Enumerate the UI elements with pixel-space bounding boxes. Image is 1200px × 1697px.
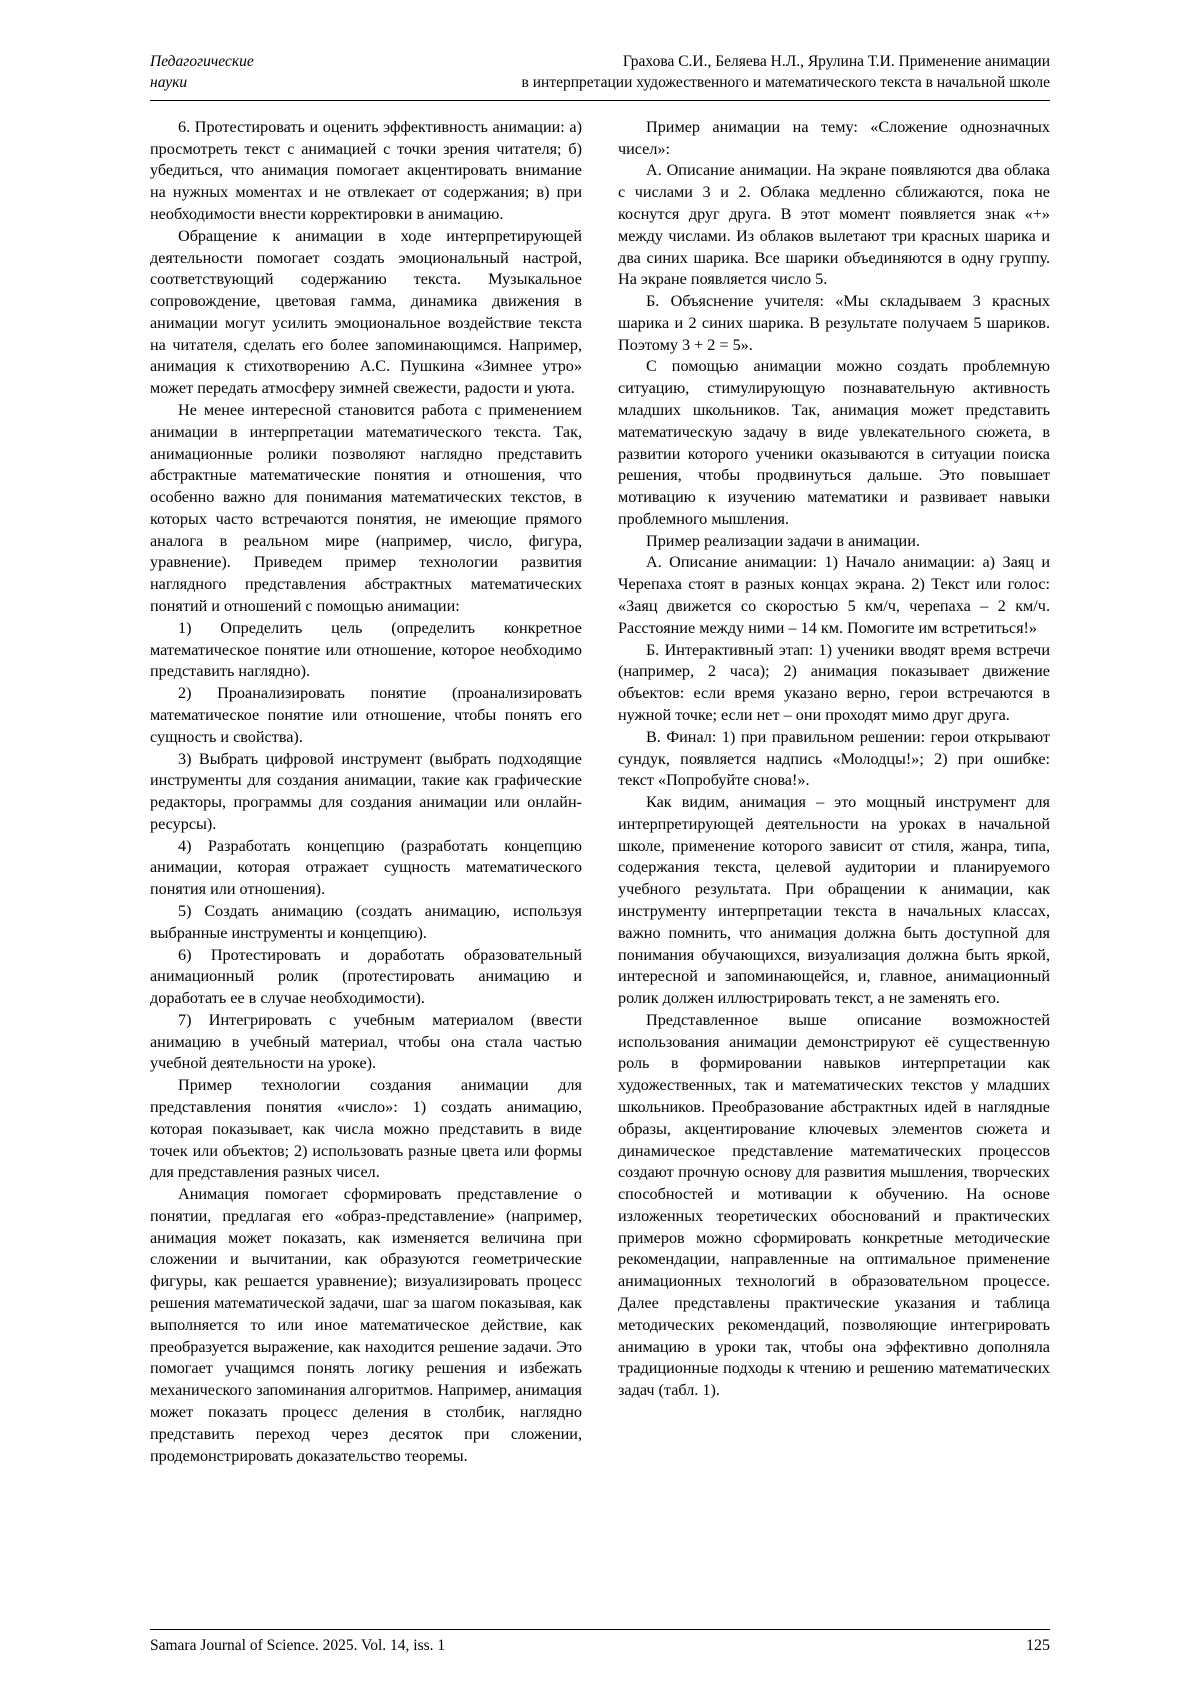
- two-column-body: [150, 117, 1050, 1467]
- paragraph: 7) Интегрировать с учебным материалом (ввести анимацию в учебный материал, чтобы она стала частью учебной деятельности на уроке).: [150, 1010, 582, 1073]
- paragraph: С помощью анимации можно создать проблемную ситуацию, стимулирующую познавательную активность младших школьников. Так, анимация может представить математическую задачу в виде увлекательного сюжета, в развитии которого ученики оказываются в ситуации поиска решения, чтобы продвинуться дальше. Это повышает мотивацию к изучению математики и развивает навыки проблемного мышления.: [618, 357, 1050, 528]
- paragraph: 1) Определить цель (определить конкретное математическое понятие или отношение, которое необходимо представить наглядно).: [150, 618, 582, 681]
- paragraph: Не менее интересной становится работа с применением анимации в интерпретации математического текста. Так, анимационные ролики позволяют наглядно представить абстрактные математические понятия и отношения, что особенно важно для понимания математических текстов, в которых часто встречаются понятия, не имеющие прямого аналога в реальном мире (например, число, фигура, уравнение). Приведем пример технологии развития наглядного представления абстрактных математических понятий и отношений с помощью анимации:: [150, 401, 582, 616]
- paragraph: 6) Протестировать и доработать образовательный анимационный ролик (протестировать анимацию и доработать ее в случае необходимости).: [150, 945, 582, 1008]
- running-head-article-line-1: Грахова С.И., Беляева Н.Л., Ярулина Т.И. Применение анимации: [622, 53, 1050, 70]
- journal-citation: Samara Journal of Science. 2025. Vol. 14, iss. 1: [150, 1637, 446, 1654]
- running-head: [150, 52, 1050, 101]
- paragraph: А. Описание анимации: 1) Начало анимации: а) Заяц и Черепаха стоят в разных концах экрана. 2) Текст или голос: «Заяц движется со скоростью 5 км/ч, черепаха – 2 км/ч. Расстояние между ними – 14 км. Помогите им встретиться!»: [618, 553, 1050, 637]
- paragraph: Пример технологии создания анимации для представления понятия «число»: 1) создать анимацию, которая показывает, как числа можно представить в виде точек или объектов; 2) использовать разные цвета или формы для представления разных чисел.: [150, 1076, 582, 1182]
- paragraph: А. Описание анимации. На экране появляются два облака с числами 3 и 2. Облака медленно сближаются, пока не коснутся друг друга. В этот момент появляется знак «+» между числами. Из облаков вылетают три красных шарика и два синих шарика. Все шарики объединяются в одну группу. На экране появляется число 5.: [618, 161, 1050, 289]
- paragraph: 5) Создать анимацию (создать анимацию, используя выбранные инструменты и концепцию).: [150, 901, 582, 942]
- paragraph: Пример анимации на тему: «Сложение однозначных чисел»:: [618, 117, 1050, 158]
- paragraph: 4) Разработать концепцию (разработать концепцию анимации, которая отражает сущность математического понятия или отношения).: [150, 836, 582, 899]
- paragraph: 2) Проанализировать понятие (проанализировать математическое понятие или отношение, чтобы понять его сущность и свойства).: [150, 684, 582, 746]
- paragraph: Пример реализации задачи в анимации.: [646, 531, 920, 550]
- page-footer: [150, 1629, 1050, 1655]
- paragraph: 6. Протестировать и оценить эффективность анимации: а) просмотреть текст с анимацией с точки зрения читателя; б) убедиться, что анимация помогает акцентировать внимание на нужных моментах и не отвлекает от содержания; в) при необходимости внести корректировки в анимацию.: [150, 117, 582, 223]
- paragraph: Как видим, анимация – это мощный инструмент для интерпретирующей деятельности на уроках в начальной школе, применение которого зависит от стиля, жанра, типа, содержания текста, целевой аудитории и планируемого учебного результата. При обращении к анимации, как инструменту интерпретации текста в начальных классах, важно помнить, что анимация должна быть доступной для понимания обучающихся, визуализация должна быть яркой, интересной и запоминающейся, и, главное, анимационный ролик должен иллюстрировать текст, а не заменять его.: [618, 793, 1050, 1008]
- paragraph: Обращение к анимации в ходе интерпретирующей деятельности помогает создать эмоциональный настрой, соответствующий содержанию текста. Музыкальное сопровождение, цветовая гамма, динамика движения в анимации могут усилить эмоциональное воздействие текста на читателя, сделать его более запоминающимся. Например, анимация к стихотворению А.С. Пушкина «Зимнее утро» может передать атмосферу зимней свежести, радости и уюта.: [150, 226, 582, 398]
- paragraph: Анимация помогает сформировать представление о понятии, предлагая его «образ-представление» (например, анимация может показать, как изменяется величина при сложении и вычитании, как образуются геометрические фигуры, как решается уравнение); визуализировать процесс решения математической задачи, шаг за шагом показывая, как выполняется то или иное математическое действие, как преобразуется выражение, как находится решение задачи. Это помогает учащимся понять логику решения и избежать механического запоминания алгоритмов. Например, анимация может показать процесс деления в столбик, наглядно представить переход через десяток при сложении, продемонстрировать доказательство теоремы.: [150, 1185, 582, 1465]
- running-head-section: [150, 52, 380, 94]
- running-head-section-line-1: Педагогические: [150, 53, 254, 70]
- right-column: [618, 117, 1050, 1467]
- running-head-section-line-2: науки: [150, 73, 188, 91]
- paragraph: 3) Выбрать цифровой инструмент (выбрать подходящие инструменты для создания анимации, такие как графические редакторы, программы для создания анимации или онлайн-ресурсы).: [150, 749, 582, 833]
- running-head-article-line-2: в интерпретации художественного и математического текста в начальной школе: [521, 73, 1050, 91]
- paragraph: Б. Интерактивный этап: 1) ученики вводят время встречи (например, 2 часа); 2) анимация показывает движение объектов: если время указано верно, герои встречаются в нужной точке; если нет – они проходят мимо друг друга.: [618, 640, 1050, 724]
- running-head-article: [380, 52, 1050, 94]
- paragraph: Представленное выше описание возможностей использования анимации демонстрируют её существенную роль в формировании навыков интерпретации как художественных, так и математических текстов у младших школьников. Преобразование абстрактных идей в наглядные образы, акцентирование ключевых элементов сюжета и динамическое представление математических процессов создают прочную основу для развития мышления, творческих способностей и мотивации к обучению. На основе изложенных теоретических обоснований и практических примеров можно сформировать конкретные методические рекомендации, направленные на оптимальное применение анимационных технологий в образовательном процессе. Далее представлены практические указания и таблица методических рекомендаций, позволяющие интегрировать анимацию в уроки так, чтобы она эффективно дополняла традиционные подходы к чтению и решению математических задач (табл. 1).: [618, 1010, 1050, 1400]
- left-column: [150, 117, 582, 1467]
- page-number: 125: [1026, 1637, 1050, 1654]
- paragraph: В. Финал: 1) при правильном решении: герои открывают сундук, появляется надпись «Молодцы!»; 2) при ошибке: текст «Попробуйте снова!».: [618, 727, 1050, 790]
- paragraph: Б. Объяснение учителя: «Мы складываем 3 красных шарика и 2 синих шарика. В результате получаем 5 шариков. Поэтому 3 + 2 = 5».: [618, 292, 1050, 354]
